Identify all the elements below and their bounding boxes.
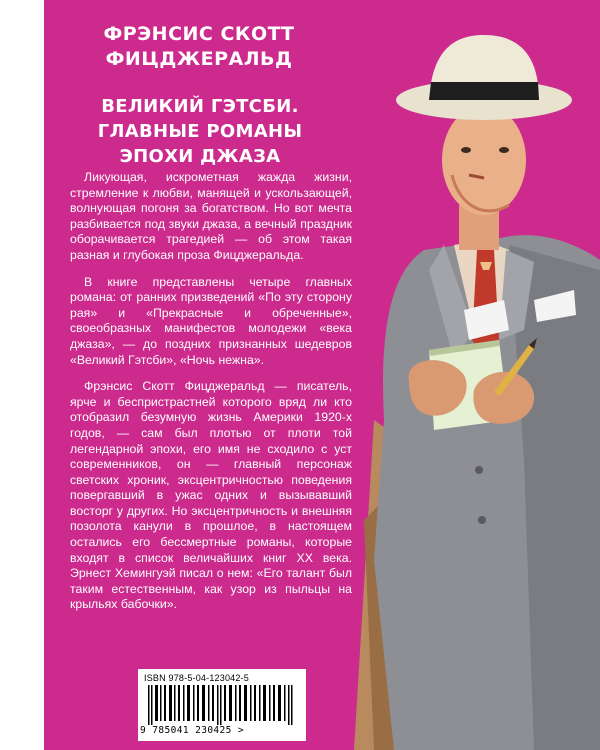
book-back-cover: [44, 0, 600, 750]
barcode: [138, 669, 306, 741]
barcode-digits: 9 785041 230425 >: [140, 725, 245, 736]
man-in-straw-hat-illustration: [334, 0, 600, 750]
annotation-paragraph: Фрэнсис Скотт Фицджеральд — писатель, ярче и беспристрастней которого вряд ли кто отобразил безумную жизнь Америки 1920-х годов, — сам был плотью от плоти той легендарной эпохи, его имя не сходило с уст современников, он — главный персонаж светских хроник, эксцентричностью поведения повергавший в ужас одних и вызывавший восторг у других. Но эксцентричность и внешняя позолота канули в прошлое, в настоящем остались его бессмертные романы, которые входят в список величайших книг XX века. Эрнест Хемингуэй писал о нем: «Его талант был таким естественным, как узор из пыльцы на крыльях бабочки».: [70, 379, 352, 612]
barcode-bars: [148, 685, 294, 725]
book-title: ВЕЛИКИЙ ГЭТСБИ. ГЛАВНЫЕ РОМАНЫ ЭПОХИ ДЖАЗА: [97, 96, 303, 167]
annotation-paragraph: Ликующая, искрометная жажда жизни, стремление к любви, манящей и ускользающей, волнующая погоня за богатством. Но вот мечта разбивается под звуки джаза, а вечный праздник оборачивается трагедией — об этом такая разная и глубокая проза Фицджеральда.: [70, 170, 352, 262]
annotation-paragraph: В книге представлены четыре главных романа: от ранних призведений «По эту сторону рая» и «Прекрасные и обреченные», своеобразных манифестов молодежи «века джаза», — до поздних признанных шедевров «Великий Гэтсби», «Ночь нежна».: [70, 274, 352, 367]
annotation-text: [70, 170, 352, 624]
author-name: ФРЭНСИС СКОТТ ФИЦДЖЕРАЛЬД: [103, 23, 295, 70]
isbn-label: ISBN 978-5-04-123042-5: [144, 673, 249, 683]
page-edge: [0, 0, 44, 750]
